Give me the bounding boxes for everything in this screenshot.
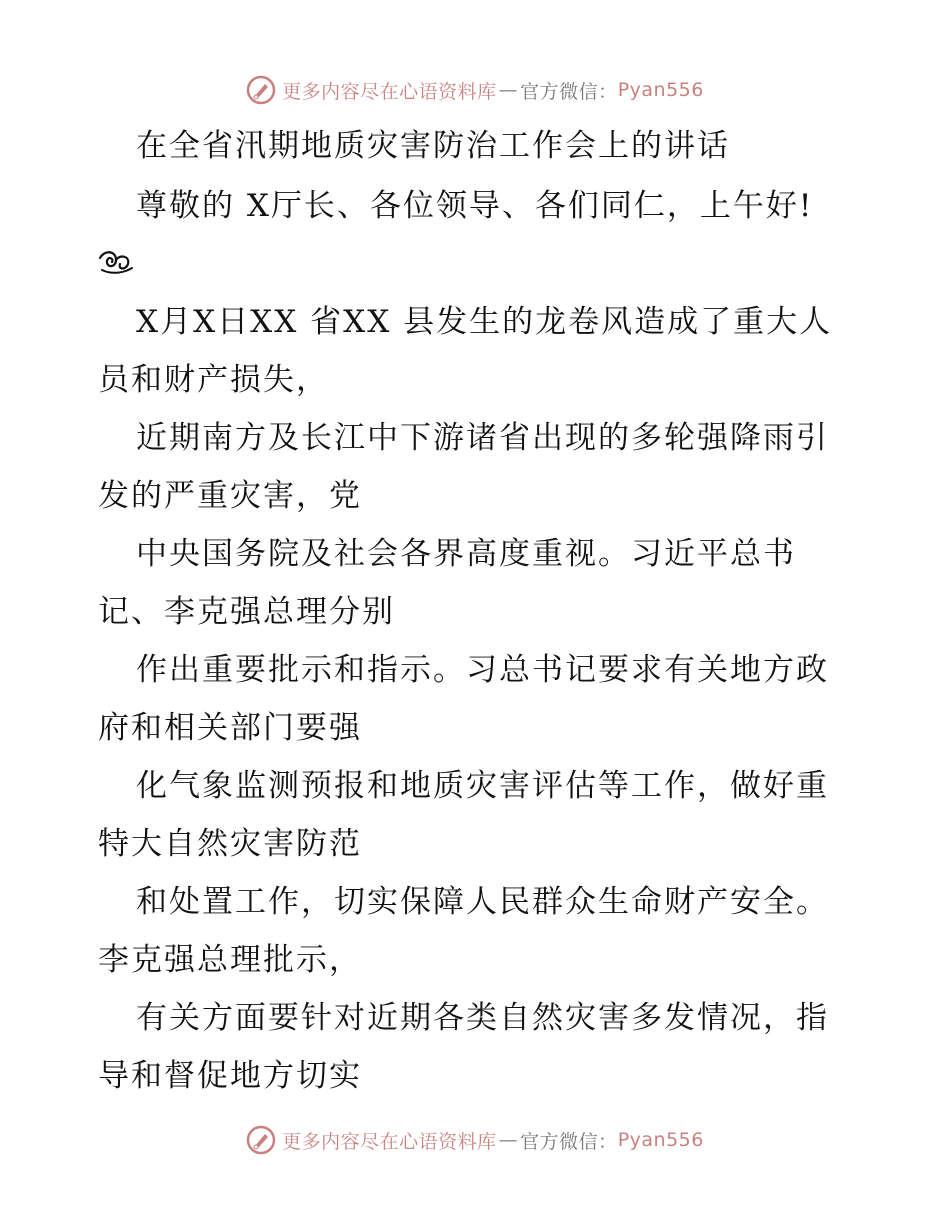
paragraph-line: 化气象监测预报和地质灾害评估等工作，做好重 <box>136 768 829 804</box>
banner-separator: — <box>498 79 519 101</box>
document-title: 在全省汛期地质灾害防治工作会上的讲话 <box>136 128 730 164</box>
banner-wechat-id: Pyan556 <box>617 79 704 101</box>
paragraph-line: 中央国务院及社会各界高度重视。习近平总书 <box>136 536 796 572</box>
paragraph-line: 李克强总理批示， <box>98 942 362 978</box>
paragraph-line: 府和相关部门要强 <box>98 710 362 746</box>
banner-text: 更多内容尽在心语资料库 <box>282 1130 497 1153</box>
paragraph-line: 记、李克强总理分别 <box>98 594 395 630</box>
header-banner <box>0 70 950 110</box>
swirl-ornament-icon <box>96 248 136 276</box>
paragraph-line: 和处置工作，切实保障人民群众生命财产安全。 <box>136 884 829 920</box>
paragraph-line: 近期南方及长江中下游诸省出现的多轮强降雨引 <box>136 420 829 456</box>
banner-wechat-label: 官方微信： <box>520 80 618 103</box>
banner-separator: — <box>498 1129 519 1151</box>
banner-text: 更多内容尽在心语资料库 <box>282 80 497 103</box>
pen-nib-logo-icon <box>246 1125 276 1155</box>
paragraph-line: 导和督促地方切实 <box>98 1058 362 1094</box>
greeting-line: 尊敬的 X厅长、各位领导、各们同仁，上午好! <box>136 188 814 224</box>
banner-wechat-label: 官方微信： <box>520 1130 618 1153</box>
banner-wechat-id: Pyan556 <box>617 1129 704 1151</box>
paragraph-line: 发的严重灾害，党 <box>98 478 362 514</box>
paragraph-line: 员和财产损失， <box>98 362 329 398</box>
paragraph-line: 有关方面要针对近期各类自然灾害多发情况，指 <box>136 1000 829 1036</box>
paragraph-line: 特大自然灾害防范 <box>98 826 362 862</box>
paragraph-line: 作出重要批示和指示。习总书记要求有关地方政 <box>136 652 829 688</box>
footer-banner <box>0 1120 950 1160</box>
paragraph-line: X月X日XX 省XX 县发生的龙卷风造成了重大人 <box>136 304 833 340</box>
pen-nib-logo-icon <box>246 75 276 105</box>
